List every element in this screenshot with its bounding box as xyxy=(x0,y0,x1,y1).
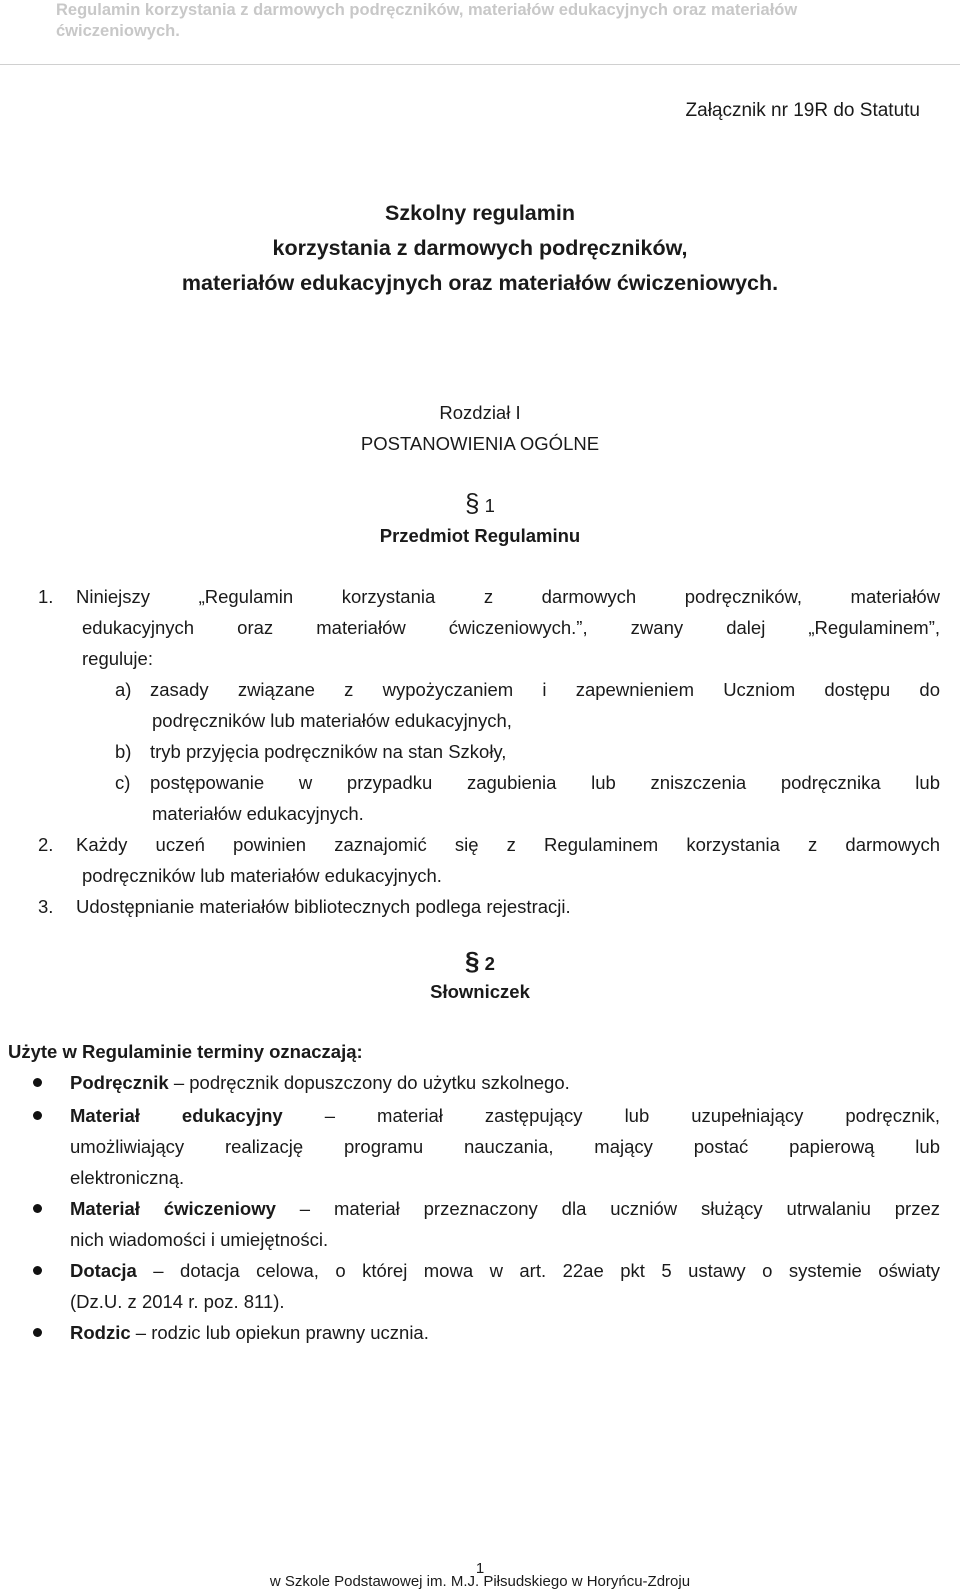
paragraph-3-line-1: Udostępnianie materiałów bibliotecznych podlega rejestracji. xyxy=(76,896,571,917)
bullet-icon xyxy=(33,1111,42,1120)
paragraph-1-line-1: Niniejszy „Regulamin korzystania z darmowych podręczników, materiałów xyxy=(76,586,940,607)
term-name: Rodzic xyxy=(70,1322,131,1343)
document-title-line-2: korzystania z darmowych podręczników, xyxy=(272,236,688,260)
term-material-cwiczeniowy xyxy=(70,1196,940,1222)
bullet-icon xyxy=(33,1204,42,1213)
term-dotacja xyxy=(70,1258,940,1284)
bullet-icon xyxy=(33,1328,42,1337)
term-name: Podręcznik xyxy=(70,1072,169,1093)
term-definition: – materiał przeznaczony dla uczniów służący utrwalaniu przez xyxy=(275,1198,940,1219)
term-definition: – dotacja celowa, o której mowa w art. 22ae pkt 5 ustawy o systemie oświaty xyxy=(136,1260,940,1281)
header-title: Regulamin korzystania z darmowych podręczników, materiałów edukacyjnych oraz materiałów ćwiczeniowych. xyxy=(56,1,798,40)
chapter-name: Rozdział I xyxy=(439,402,521,423)
section-1-heading: Przedmiot Regulaminu xyxy=(379,525,581,546)
term-definition: – materiał zastępujący lub uzupełniający podręcznik, xyxy=(282,1105,940,1126)
item-b-label: b) xyxy=(115,741,132,762)
paragraph-1-line-3: reguluje: xyxy=(82,648,153,669)
term-name: Materiał edukacyjny xyxy=(70,1105,283,1126)
term-dotacja-line-2: (Dz.U. z 2014 r. poz. 811). xyxy=(70,1291,285,1312)
term-definition: – podręcznik dopuszczony do użytku szkolnego. xyxy=(168,1072,570,1093)
paragraph-1-line-2: edukacyjnych oraz materiałów ćwiczeniowych.”, zwany dalej „Regulaminem”, xyxy=(82,617,940,638)
paragraph-2-number: 2. xyxy=(38,834,54,855)
term-material-edukacyjny-line-2: umożliwiający realizację programu nauczania, mający postać papierową lub xyxy=(70,1136,940,1157)
term-podrecznik xyxy=(70,1070,570,1096)
page-number: 1 xyxy=(475,1560,485,1577)
footer-school: w Szkole Podstawowej im. M.J. Piłsudskiego w Horyńcu-Zdroju xyxy=(269,1573,691,1590)
term-definition: – rodzic lub opiekun prawny ucznia. xyxy=(130,1322,429,1343)
term-name: Dotacja xyxy=(70,1260,137,1281)
section-2-num: 2 xyxy=(484,953,495,974)
section-sign: § xyxy=(465,946,480,976)
item-c-label: c) xyxy=(115,772,131,793)
term-material-edukacyjny-line-3: elektroniczną. xyxy=(70,1167,185,1188)
section-sign: § xyxy=(465,488,480,518)
chapter-subtitle: POSTANOWIENIA OGÓLNE xyxy=(360,433,600,454)
document-title-line-3: materiałów edukacyjnych oraz materiałów ćwiczeniowych. xyxy=(181,271,779,295)
annex-label: Załącznik nr 19R do Statutu xyxy=(685,100,920,121)
bullet-icon xyxy=(33,1078,42,1087)
running-header xyxy=(0,0,960,65)
section-1-number xyxy=(0,488,960,519)
item-c-line-1: postępowanie w przypadku zagubienia lub zniszczenia podręcznika lub xyxy=(150,772,940,793)
item-c-line-2: materiałów edukacyjnych. xyxy=(152,803,364,824)
term-material-edukacyjny xyxy=(70,1103,940,1129)
term-rodzic xyxy=(70,1320,429,1346)
section-2-heading: Słowniczek xyxy=(430,981,530,1002)
document-title-line-1: Szkolny regulamin xyxy=(385,201,575,225)
item-a-line-2: podręczników lub materiałów edukacyjnych, xyxy=(152,710,512,731)
paragraph-3-number: 3. xyxy=(38,896,54,917)
term-name: Materiał ćwiczeniowy xyxy=(70,1198,276,1219)
section-2-number xyxy=(0,946,960,977)
section-1-num: 1 xyxy=(484,495,495,516)
paragraph-1-number: 1. xyxy=(38,586,54,607)
item-a-line-1: zasady związane z wypożyczaniem i zapewnieniem Uczniom dostępu do xyxy=(150,679,940,700)
term-material-cwiczeniowy-line-2: nich wiadomości i umiejętności. xyxy=(70,1229,329,1250)
bullet-icon xyxy=(33,1266,42,1275)
paragraph-2-line-1: Każdy uczeń powinien zaznajomić się z Regulaminem korzystania z darmowych xyxy=(76,834,940,855)
item-a-label: a) xyxy=(115,679,132,700)
glossary-intro: Użyte w Regulaminie terminy oznaczają: xyxy=(8,1041,363,1062)
paragraph-2-line-2: podręczników lub materiałów edukacyjnych. xyxy=(82,865,442,886)
item-b-line-1: tryb przyjęcia podręczników na stan Szkoły, xyxy=(150,741,507,762)
